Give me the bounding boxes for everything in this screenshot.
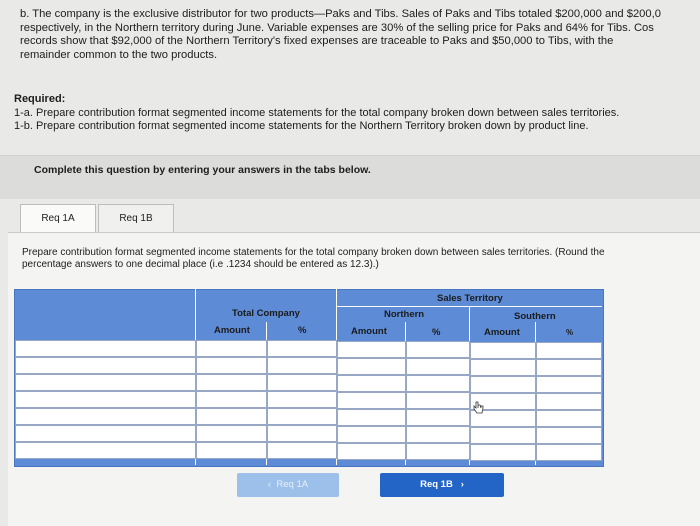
problem-line: records show that $92,000 of the Northern Territory's fixed expenses are traceable to Paks and $50,000 to Tibs, with the (20, 35, 614, 47)
percent-input[interactable] (406, 341, 470, 358)
percent-input[interactable] (536, 427, 602, 444)
southern-amount-header: Amount (484, 327, 520, 338)
chevron-left-icon: ‹ (267, 479, 277, 490)
amount-input[interactable] (196, 374, 267, 391)
amount-input[interactable] (470, 427, 536, 444)
percent-input[interactable] (406, 426, 470, 443)
percent-input[interactable] (267, 391, 337, 408)
total-amount-header: Amount (214, 325, 250, 336)
southern-percent-header: % (566, 328, 574, 337)
tab-req-1b[interactable]: Req 1B (98, 204, 174, 233)
percent-input[interactable] (267, 442, 337, 459)
amount-input[interactable] (337, 341, 406, 358)
amount-input[interactable] (470, 342, 536, 359)
sales-territory-header: Sales Territory (437, 293, 503, 304)
amount-input[interactable] (337, 409, 406, 426)
tab-req-1a[interactable]: Req 1A (20, 204, 96, 233)
amount-input[interactable] (337, 443, 406, 460)
row-label-input[interactable] (15, 442, 196, 459)
amount-input[interactable] (337, 358, 406, 375)
percent-input[interactable] (536, 376, 602, 393)
northern-amount-header: Amount (351, 326, 387, 337)
percent-input[interactable] (406, 409, 470, 426)
prompt-line: Prepare contribution format segmented income statements for the total company broken down between sales territories. (Round the (22, 247, 605, 258)
amount-input[interactable] (470, 444, 536, 461)
next-req-button[interactable] (380, 473, 504, 497)
problem-line: b. The company is the exclusive distributor for two products—Paks and Tibs. Sales of Paks and Tibs totaled $200,000 and $200,0 (20, 8, 661, 20)
next-req-label: Req 1B (420, 479, 453, 490)
total-company-header: Total Company (232, 308, 300, 319)
amount-input[interactable] (337, 426, 406, 443)
problem-line: remainder common to the two products. (20, 48, 218, 61)
amount-input[interactable] (196, 442, 267, 459)
amount-input[interactable] (337, 392, 406, 409)
amount-input[interactable] (470, 359, 536, 376)
required-item-1b: 1-b. Prepare contribution format segmented income statements for the Northern Territory broken down by product line. (14, 120, 589, 132)
southern-header: Southern (514, 311, 556, 322)
percent-input[interactable] (267, 357, 337, 374)
amount-input[interactable] (196, 357, 267, 374)
percent-input[interactable] (536, 342, 602, 359)
instruction-band (0, 155, 700, 201)
problem-text (20, 8, 700, 62)
percent-input[interactable] (536, 393, 602, 410)
percent-input[interactable] (267, 340, 337, 357)
amount-input[interactable] (470, 376, 536, 393)
percent-input[interactable] (536, 444, 602, 461)
required-section (14, 93, 619, 134)
percent-input[interactable] (536, 359, 602, 376)
row-divider (336, 306, 602, 307)
amount-input[interactable] (196, 408, 267, 425)
amount-input[interactable] (196, 340, 267, 357)
percent-input[interactable] (406, 375, 470, 392)
percent-input[interactable] (406, 358, 470, 375)
northern-header: Northern (384, 309, 425, 320)
prev-req-label: Req 1A (276, 479, 309, 490)
row-label-input[interactable] (15, 425, 196, 442)
percent-input[interactable] (536, 410, 602, 427)
percent-input[interactable] (267, 408, 337, 425)
row-label-input[interactable] (15, 357, 196, 374)
prompt-line: percentage answers to one decimal place (i.e .1234 should be entered as 12.3).) (22, 259, 379, 270)
percent-input[interactable] (267, 425, 337, 442)
northern-percent-header: % (432, 327, 441, 338)
chevron-right-icon: › (452, 479, 464, 490)
instruction-text: Complete this question by entering your answers in the tabs below. (34, 164, 371, 176)
percent-input[interactable] (267, 374, 337, 391)
row-label-input[interactable] (15, 374, 196, 391)
row-label-input[interactable] (15, 391, 196, 408)
percent-input[interactable] (406, 392, 470, 409)
amount-input[interactable] (196, 425, 267, 442)
prev-req-button[interactable] (237, 473, 339, 497)
row-label-input[interactable] (15, 340, 196, 357)
question-prompt (22, 247, 694, 271)
total-percent-header: % (298, 325, 307, 336)
move-cursor-icon (471, 401, 485, 415)
problem-line: respectively, in the Northern territory during June. Variable expenses are 30% of the selling price for Paks and 64% for Tibs. Cos (20, 21, 654, 34)
required-heading: Required: (14, 93, 66, 105)
amount-input[interactable] (196, 391, 267, 408)
percent-input[interactable] (406, 443, 470, 460)
amount-input[interactable] (337, 375, 406, 392)
row-label-input[interactable] (15, 408, 196, 425)
required-item-1a: 1-a. Prepare contribution format segmented income statements for the total company broken down between sales territories. (14, 106, 620, 119)
